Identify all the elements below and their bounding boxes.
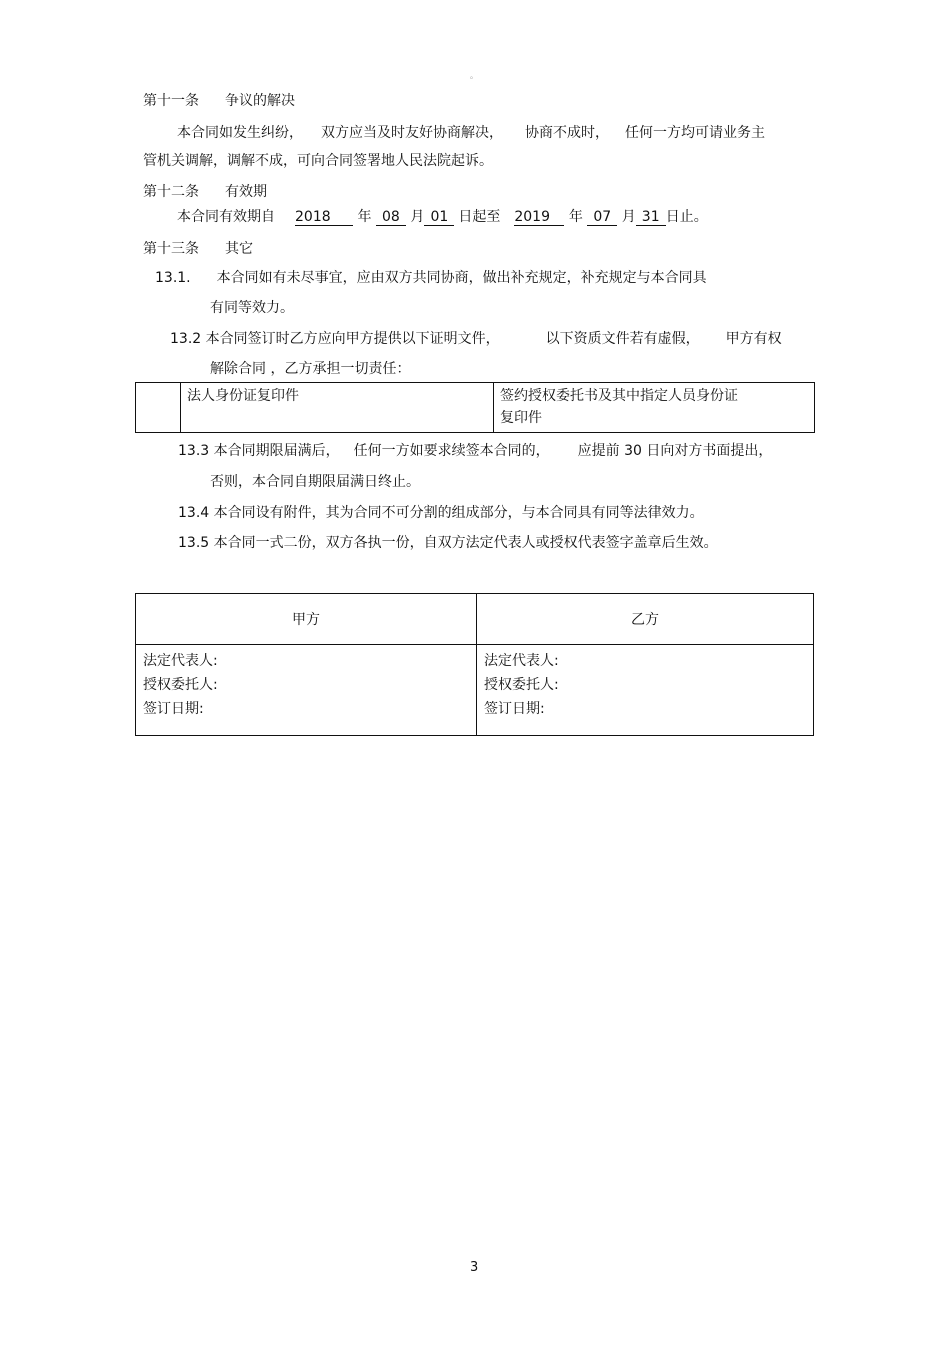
text-segment: 任何一方均可请业务主	[625, 125, 765, 141]
text-segment: 甲方有权	[725, 331, 782, 347]
doc-cell-1	[181, 383, 494, 433]
required-documents-table	[135, 382, 815, 433]
doc-index-cell	[136, 383, 181, 433]
clause-13-3-line1	[178, 442, 772, 460]
top-mark: 。	[470, 71, 478, 80]
text-segment: 协商不成时，	[525, 125, 609, 141]
text-segment: 本合同如发生纠纷，	[177, 125, 303, 141]
validity-prefix: 本合同有效期自	[177, 209, 275, 225]
article-13-heading	[143, 240, 253, 258]
doc-2-text-line1: 签约授权委托书及其中指定人员身份证	[500, 388, 738, 404]
clause-13-1-line2: 有同等效力。	[210, 300, 294, 316]
start-day: 01	[424, 210, 454, 226]
party-a-sign-date-label: 签订日期:	[143, 701, 204, 717]
article-12-number: 第十二条	[143, 184, 199, 200]
party-b-legal-rep-label: 法定代表人:	[484, 653, 559, 669]
signature-table	[135, 593, 814, 736]
validity-line	[177, 208, 708, 226]
end-suffix: 日止。	[665, 209, 708, 225]
doc-1-text: 法人身份证复印件	[187, 388, 299, 404]
month-label: 月	[621, 209, 636, 225]
party-b-header: 乙方	[477, 594, 814, 645]
month-label: 月	[410, 209, 425, 225]
clause-13-2-line1	[170, 330, 782, 348]
year-label: 年	[568, 209, 583, 225]
party-b-signature-cell	[477, 645, 814, 736]
article-11-heading	[143, 92, 295, 110]
article-12-title: 有效期	[225, 184, 267, 200]
text-segment: 应提前 30 日向对方书面提出，	[577, 443, 773, 459]
clause-13-1-text: 本合同如有未尽事宜，应由双方共同协商，做出补充规定，补充规定与本合同具	[216, 270, 707, 286]
start-year: 2018	[295, 210, 353, 226]
article-11-title: 争议的解决	[225, 93, 295, 109]
clause-13-5: 13.5 本合同一式二份，双方各执一份，自双方法定代表人或授权代表签字盖章后生效。	[178, 535, 718, 551]
article-11-line2: 管机关调解，调解不成，可向合同签署地人民法院起诉。	[143, 153, 493, 169]
text-segment: 13.2 本合同签订时乙方应向甲方提供以下证明文件，	[170, 331, 500, 347]
start-suffix: 日起至	[458, 209, 501, 225]
clause-13-4: 13.4 本合同设有附件，其为合同不可分割的组成部分，与本合同具有同等法律效力。	[178, 505, 704, 521]
article-13-title: 其它	[225, 241, 253, 257]
text-segment: 任何一方如要求续签本合同的，	[353, 443, 550, 459]
clause-13-3-line2: 否则，本合同自期限届满日终止。	[210, 474, 420, 490]
text-segment: 双方应当及时友好协商解决，	[321, 125, 503, 141]
text-segment: 以下资质文件若有虚假，	[545, 331, 700, 347]
end-day: 31	[636, 210, 666, 226]
article-13-number: 第十三条	[143, 241, 199, 257]
article-11-number: 第十一条	[143, 93, 199, 109]
year-label: 年	[357, 209, 372, 225]
party-a-legal-rep-label: 法定代表人:	[143, 653, 218, 669]
article-11-line1	[177, 124, 765, 142]
clause-13-1-line1	[155, 269, 707, 287]
article-12-heading	[143, 183, 267, 201]
party-a-authorized-label: 授权委托人:	[143, 677, 218, 693]
start-month: 08	[376, 210, 406, 226]
party-a-header: 甲方	[136, 594, 477, 645]
end-year: 2019	[514, 210, 564, 226]
clause-13-1-number: 13.1.	[155, 270, 191, 286]
party-b-sign-date-label: 签订日期:	[484, 701, 545, 717]
page-number: 3	[470, 1260, 479, 1275]
text-segment: 13.3 本合同期限届满后，	[178, 443, 340, 459]
end-month: 07	[587, 210, 617, 226]
party-b-authorized-label: 授权委托人:	[484, 677, 559, 693]
doc-cell-2	[494, 383, 815, 433]
party-a-signature-cell	[136, 645, 477, 736]
doc-2-text-line2: 复印件	[500, 410, 542, 426]
clause-13-2-line2: 解除合同 ，乙方承担一切责任：	[210, 361, 411, 377]
